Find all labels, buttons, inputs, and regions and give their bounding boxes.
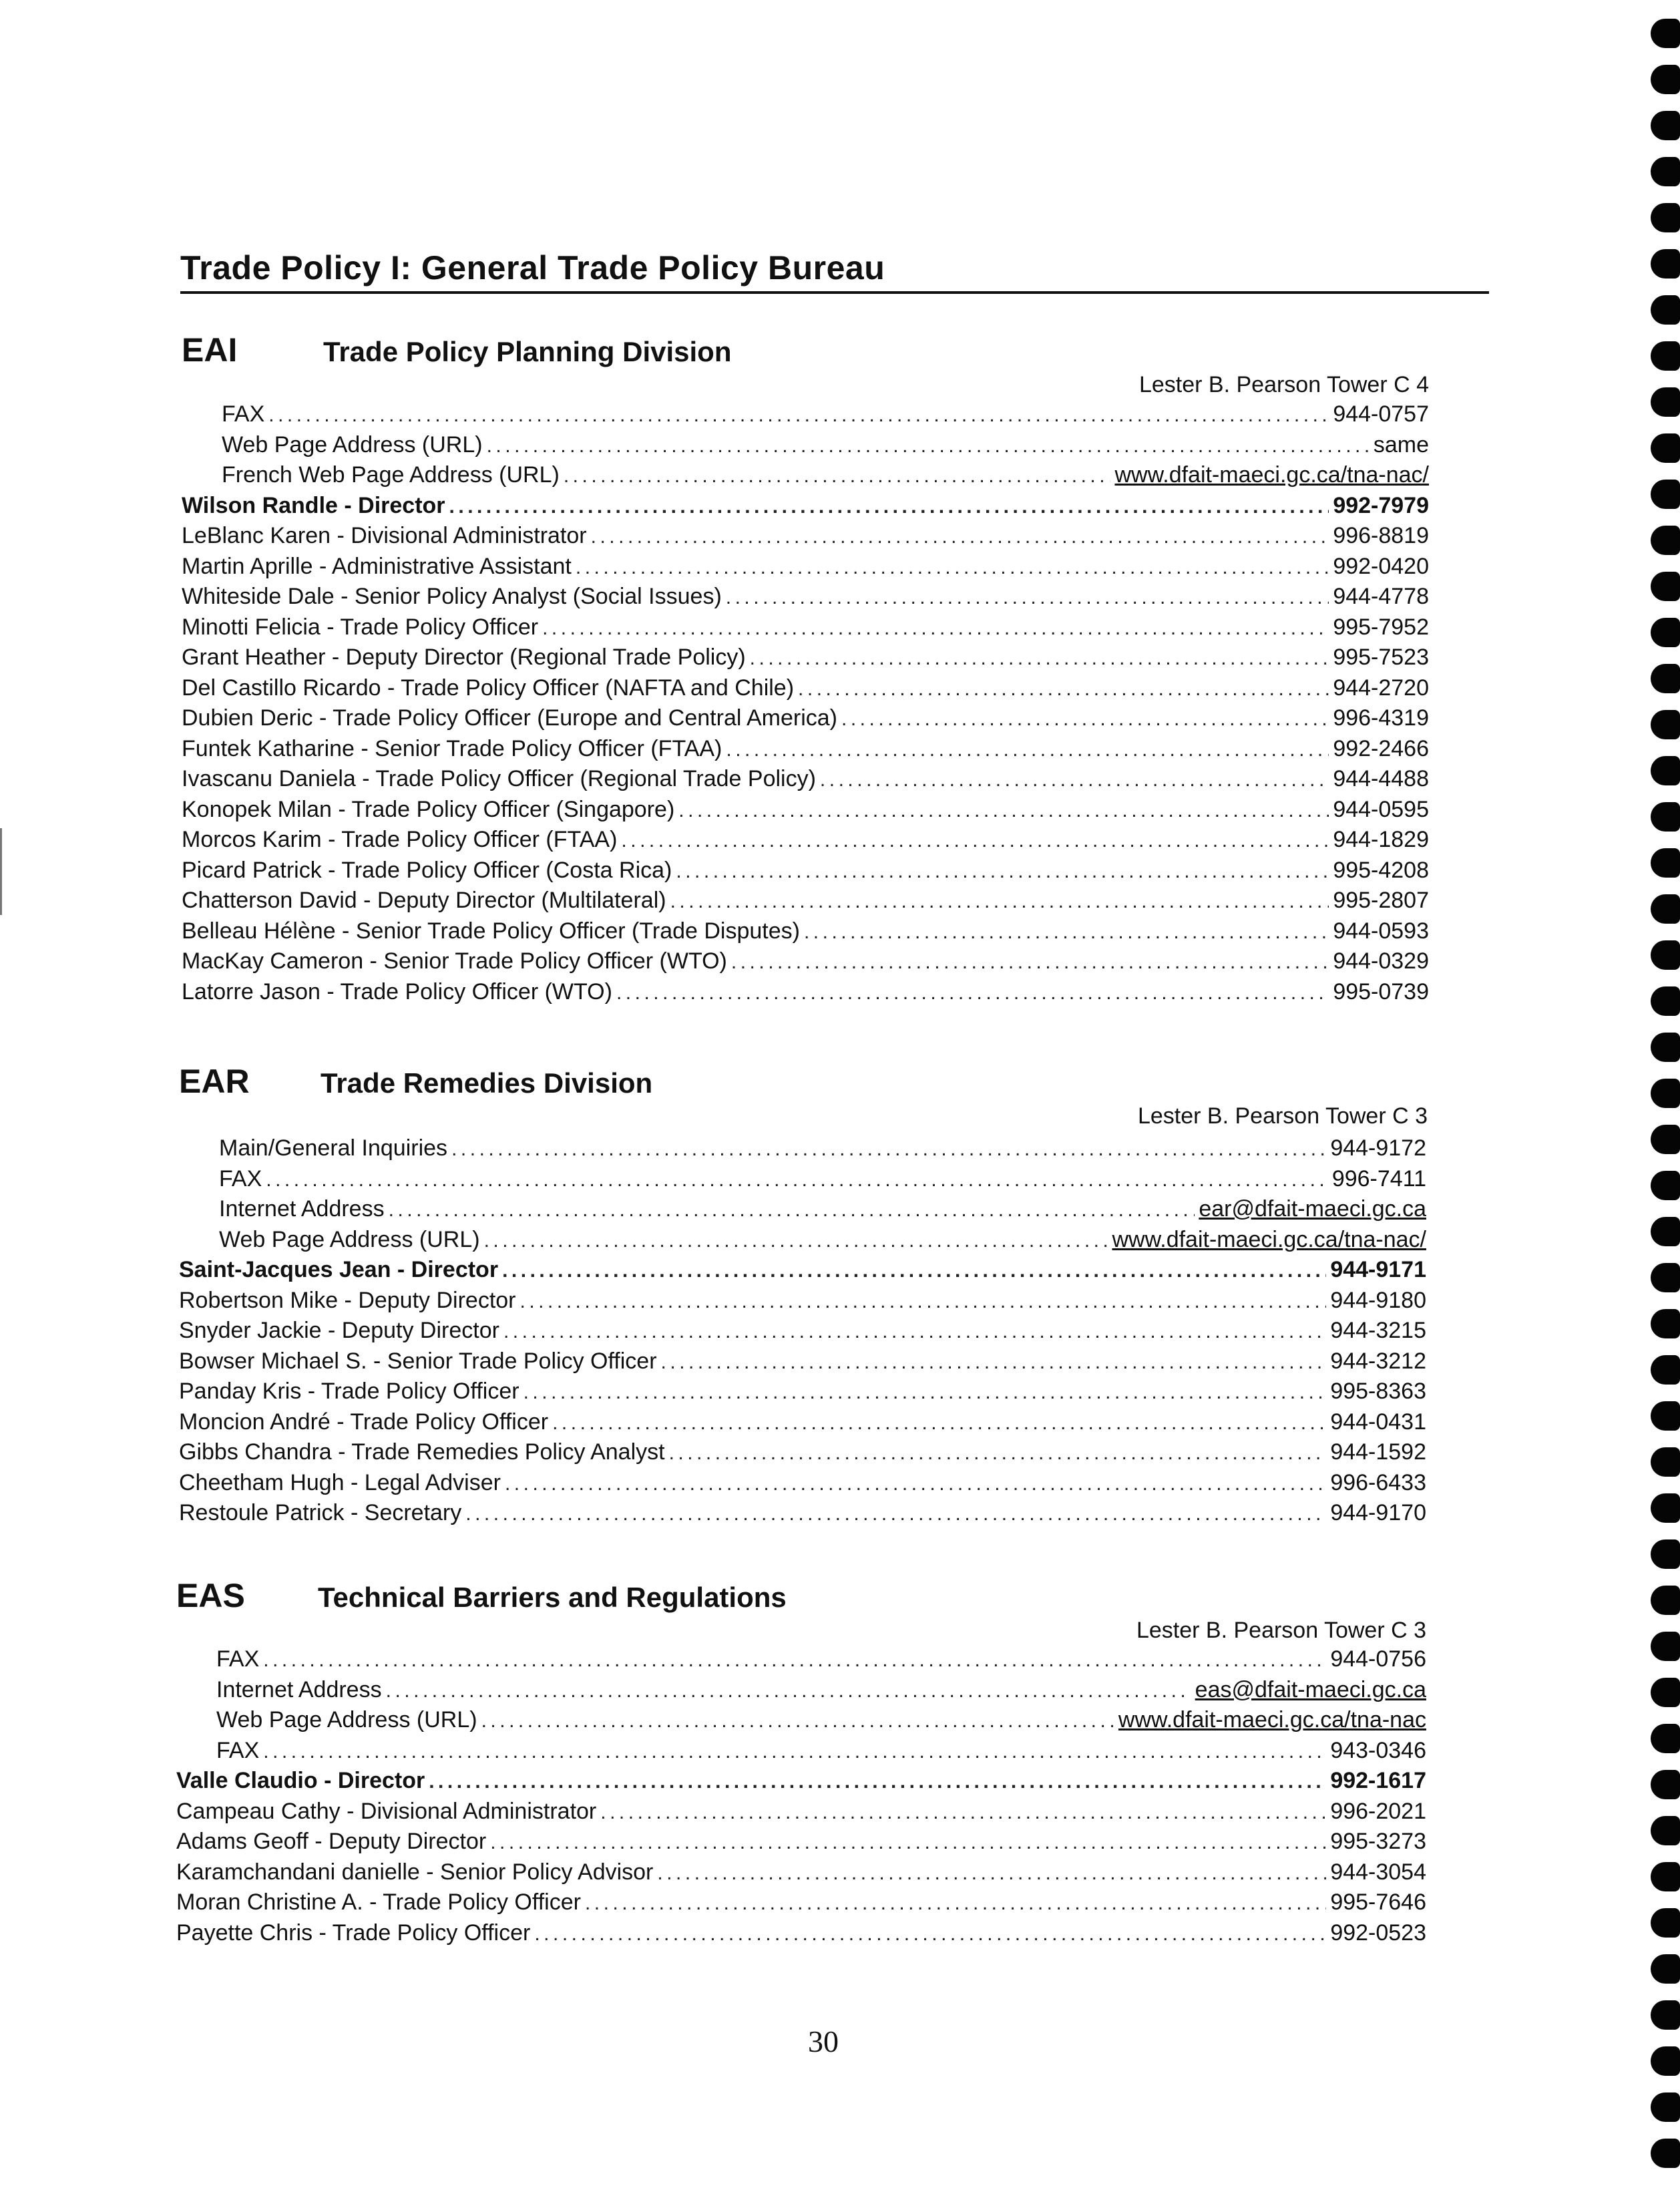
- binder-hole: [1651, 1447, 1680, 1477]
- dot-leader: [616, 978, 1329, 1009]
- section-name: Trade Remedies Division: [321, 1067, 653, 1099]
- dot-leader: [268, 400, 1329, 431]
- entry-phone: 996-7411: [1331, 1165, 1426, 1192]
- binder-hole: [1651, 1079, 1680, 1108]
- directory-entry: [182, 946, 1429, 977]
- page-title: Trade Policy I: General Trade Policy Bureau: [180, 246, 1489, 294]
- entry-phone: 944-0756: [1330, 1646, 1426, 1672]
- entry-phone: 995-7523: [1333, 645, 1429, 670]
- directory-entry: [176, 1766, 1426, 1797]
- dot-leader: [576, 552, 1329, 583]
- directory-entry: [182, 703, 1429, 734]
- entry-name: Whiteside Dale - Senior Policy Analyst (Social Issues): [182, 584, 722, 609]
- binder-hole: [1651, 1401, 1680, 1431]
- entry-phone: 996-2021: [1330, 1798, 1426, 1824]
- entry-phone: 944-4488: [1333, 766, 1429, 791]
- binder-holes: [1649, 19, 1680, 2183]
- section-code: EAS: [176, 1577, 245, 1614]
- entry-list: [179, 1133, 1426, 1529]
- directory-entry: [182, 460, 1429, 491]
- dot-leader: [465, 1499, 1326, 1529]
- entry-phone: 944-9170: [1330, 1500, 1426, 1525]
- entry-phone: 944-1829: [1333, 827, 1429, 852]
- directory-entry: [176, 1736, 1426, 1767]
- entry-link[interactable]: www.dfait-maeci.gc.ca/tna-nac/: [1112, 1226, 1426, 1252]
- entry-name: Valle Claudio - Director: [176, 1768, 425, 1793]
- entry-phone: 944-3054: [1330, 1859, 1426, 1885]
- entry-phone: 944-1592: [1330, 1439, 1426, 1465]
- entry-name: Wilson Randle - Director: [182, 492, 445, 518]
- directory-entry: [182, 552, 1429, 582]
- dot-leader: [841, 704, 1329, 735]
- entry-name: Panday Kris - Trade Policy Officer: [179, 1379, 519, 1404]
- dot-leader: [564, 461, 1111, 492]
- directory-entry: [179, 1133, 1426, 1164]
- entry-name: Martin Aprille - Administrative Assistant: [182, 553, 572, 579]
- entry-name: Bowser Michael S. - Senior Trade Policy Officer: [179, 1348, 657, 1374]
- entry-name: LeBlanc Karen - Divisional Administrator: [182, 523, 587, 548]
- binder-hole: [1651, 433, 1680, 463]
- entry-name: Picard Patrick - Trade Policy Officer (Costa Rica): [182, 857, 672, 883]
- binder-hole: [1651, 1033, 1680, 1062]
- directory-entry: [179, 1225, 1426, 1256]
- dot-leader: [661, 1347, 1327, 1378]
- entry-name: Campeau Cathy - Divisional Administrator: [176, 1798, 597, 1824]
- entry-name: Chatterson David - Deputy Director (Multilateral): [182, 888, 666, 913]
- directory-entry: [176, 1675, 1426, 1706]
- dot-leader: [263, 1737, 1326, 1767]
- entry-phone: 995-8363: [1330, 1379, 1426, 1404]
- section-location: Lester B. Pearson Tower C 4: [1138, 372, 1429, 397]
- binder-hole: [1651, 203, 1680, 232]
- dot-leader: [552, 1408, 1326, 1439]
- entry-phone: 944-4778: [1333, 584, 1429, 609]
- directory-entry: [182, 795, 1429, 826]
- entry-name: Adams Geoff - Deputy Director: [176, 1829, 487, 1854]
- binder-hole: [1651, 526, 1680, 555]
- binder-hole: [1651, 572, 1680, 601]
- entry-phone: 995-4208: [1333, 857, 1429, 883]
- entry-name: Moran Christine A. - Trade Policy Officer: [176, 1889, 581, 1915]
- entry-phone: 995-7646: [1330, 1889, 1426, 1915]
- binder-hole: [1651, 986, 1680, 1016]
- entry-phone: 992-7979: [1333, 492, 1429, 518]
- binder-hole: [1651, 756, 1680, 785]
- binder-hole: [1651, 1539, 1680, 1569]
- binder-hole: [1651, 1678, 1680, 1707]
- entry-name: Web Page Address (URL): [219, 1226, 480, 1252]
- directory-entry: [179, 1316, 1426, 1346]
- dot-leader: [484, 1226, 1108, 1256]
- entry-phone: 944-0593: [1333, 918, 1429, 944]
- dot-leader: [451, 1134, 1326, 1165]
- entry-phone: 992-0523: [1330, 1920, 1426, 1946]
- scan-edge-mark: [0, 828, 2, 915]
- directory-entry: [182, 491, 1429, 522]
- entry-name: Saint-Jacques Jean - Director: [179, 1257, 499, 1282]
- dot-leader: [481, 1706, 1114, 1737]
- binder-hole: [1651, 480, 1680, 509]
- binder-hole: [1651, 1125, 1680, 1154]
- entry-name: Karamchandani danielle - Senior Policy Advisor: [176, 1859, 654, 1885]
- entry-phone: 992-2466: [1333, 735, 1429, 761]
- section-code: EAR: [179, 1063, 250, 1100]
- entry-phone: 996-8819: [1333, 523, 1429, 548]
- directory-entry: [179, 1286, 1426, 1316]
- directory-entry: [182, 521, 1429, 552]
- binder-hole: [1651, 1217, 1680, 1246]
- entry-phone: 943-0346: [1330, 1737, 1426, 1763]
- entry-name: Morcos Karim - Trade Policy Officer (FTAA): [182, 827, 618, 852]
- dot-leader: [669, 1438, 1327, 1469]
- dot-leader: [503, 1316, 1326, 1347]
- entry-phone: 944-9171: [1330, 1257, 1426, 1282]
- binder-hole: [1651, 1770, 1680, 1799]
- section-location: Lester B. Pearson Tower C 3: [1137, 1103, 1428, 1129]
- directory-entry: [176, 1857, 1426, 1888]
- section-name: Trade Policy Planning Division: [323, 336, 732, 367]
- binder-hole: [1651, 1586, 1680, 1615]
- dot-leader: [804, 917, 1329, 948]
- entry-phone: 944-9172: [1330, 1135, 1426, 1161]
- binder-hole: [1651, 2000, 1680, 2030]
- entry-phone: 992-0420: [1333, 553, 1429, 579]
- directory-entry: [182, 582, 1429, 612]
- entry-phone: 996-6433: [1330, 1469, 1426, 1495]
- binder-hole: [1651, 1908, 1680, 1938]
- binder-hole: [1651, 157, 1680, 186]
- section-location: Lester B. Pearson Tower C 3: [1136, 1618, 1426, 1643]
- binder-hole: [1651, 1355, 1680, 1385]
- binder-hole: [1651, 1816, 1680, 1845]
- binder-hole: [1651, 295, 1680, 325]
- entry-link[interactable]: www.dfait-maeci.gc.ca/tna-nac: [1118, 1707, 1426, 1732]
- entry-name: Internet Address: [216, 1676, 382, 1702]
- entry-phone: 995-0739: [1333, 978, 1429, 1005]
- dot-leader: [534, 1919, 1326, 1950]
- directory-entry: [182, 399, 1429, 430]
- entry-name: MacKay Cameron - Senior Trade Policy Officer (WTO): [182, 948, 727, 974]
- directory-entry: [182, 612, 1429, 643]
- entry-name: Konopek Milan - Trade Policy Officer (Singapore): [182, 796, 675, 822]
- entry-name: FAX: [222, 401, 265, 427]
- entry-name: Restoule Patrick - Secretary: [179, 1500, 462, 1525]
- directory-entry: [182, 673, 1429, 704]
- entry-name: FAX: [216, 1737, 260, 1763]
- entry-name: Payette Chris - Trade Policy Officer: [176, 1920, 531, 1946]
- directory-entry: [176, 1918, 1426, 1949]
- entry-phone: 995-2807: [1333, 888, 1429, 913]
- dot-leader: [670, 886, 1329, 917]
- dot-leader: [502, 1256, 1326, 1286]
- entry-name: Del Castillo Ricardo - Trade Policy Officer (NAFTA and Chile): [182, 675, 795, 701]
- binder-hole: [1651, 1632, 1680, 1661]
- entry-phone: 995-7952: [1333, 614, 1429, 640]
- dot-leader: [449, 492, 1329, 522]
- entry-phone: 996-4319: [1333, 705, 1429, 731]
- binder-hole: [1651, 940, 1680, 970]
- binder-hole: [1651, 249, 1680, 279]
- directory-entry: [182, 916, 1429, 947]
- entry-name: Minotti Felicia - Trade Policy Officer: [182, 614, 539, 640]
- directory-entry: [176, 1644, 1426, 1675]
- directory-entry: [176, 1797, 1426, 1827]
- entry-name: French Web Page Address (URL): [222, 462, 560, 488]
- binder-hole: [1651, 1724, 1680, 1753]
- page-number: 30: [808, 2024, 839, 2058]
- entry-link[interactable]: eas@dfait-maeci.gc.ca: [1195, 1676, 1426, 1702]
- dot-leader: [490, 1827, 1326, 1858]
- entry-phone: 992-1617: [1330, 1768, 1426, 1793]
- dot-leader: [731, 947, 1329, 978]
- entry-name: Dubien Deric - Trade Policy Officer (Europe and Central America): [182, 705, 837, 731]
- entry-phone: 944-0595: [1333, 796, 1429, 822]
- entry-list: [176, 1644, 1426, 1948]
- entry-link[interactable]: ear@dfait-maeci.gc.ca: [1199, 1196, 1426, 1222]
- binder-hole: [1651, 341, 1680, 371]
- dot-leader: [520, 1286, 1327, 1317]
- dot-leader: [678, 795, 1329, 826]
- entry-name: Belleau Hélène - Senior Trade Policy Officer (Trade Disputes): [182, 918, 800, 944]
- binder-hole: [1651, 802, 1680, 832]
- directory-entry: [179, 1164, 1426, 1195]
- directory-entry: [179, 1468, 1426, 1499]
- directory-entry: [182, 734, 1429, 765]
- dot-leader: [585, 1888, 1326, 1919]
- dot-leader: [726, 735, 1329, 765]
- binder-hole: [1651, 894, 1680, 924]
- binder-hole: [1651, 65, 1680, 94]
- entry-phone: 944-0757: [1333, 401, 1429, 427]
- section-code: EAI: [182, 331, 238, 369]
- entry-phone: same: [1373, 431, 1429, 458]
- entry-name: Ivascanu Daniela - Trade Policy Officer (Regional Trade Policy): [182, 766, 816, 791]
- directory-entry: [182, 643, 1429, 673]
- entry-name: Snyder Jackie - Deputy Director: [179, 1318, 499, 1343]
- dot-leader: [600, 1797, 1326, 1828]
- dot-leader: [429, 1767, 1326, 1797]
- entry-name: Main/General Inquiries: [219, 1135, 448, 1161]
- dot-leader: [820, 765, 1329, 795]
- directory-entry: [182, 886, 1429, 916]
- directory-entry: [182, 856, 1429, 886]
- entry-phone: 944-0329: [1333, 948, 1429, 974]
- dot-leader: [263, 1645, 1326, 1676]
- directory-entry: [182, 764, 1429, 795]
- entry-phone: 944-3215: [1330, 1318, 1426, 1343]
- directory-entry: [179, 1407, 1426, 1438]
- binder-hole: [1651, 1954, 1680, 1984]
- directory-entry: [182, 977, 1429, 1008]
- binder-hole: [1651, 387, 1680, 417]
- dot-leader: [726, 582, 1329, 613]
- section-name: Technical Barriers and Regulations: [318, 1582, 787, 1613]
- dot-leader: [487, 431, 1370, 462]
- entry-name: Grant Heather - Deputy Director (Regional Trade Policy): [182, 645, 746, 670]
- dot-leader: [676, 856, 1329, 887]
- directory-entry: [176, 1887, 1426, 1918]
- entry-name: Internet Address: [219, 1196, 385, 1222]
- dot-leader: [386, 1676, 1191, 1706]
- dot-leader: [657, 1858, 1326, 1889]
- entry-name: Cheetham Hugh - Legal Adviser: [179, 1469, 501, 1495]
- entry-list: [182, 399, 1429, 1007]
- binder-hole: [1651, 1493, 1680, 1523]
- dot-leader: [750, 643, 1329, 674]
- entry-phone: 944-0431: [1330, 1409, 1426, 1435]
- directory-entry: [179, 1437, 1426, 1468]
- directory-entry: [179, 1346, 1426, 1377]
- binder-hole: [1651, 1862, 1680, 1891]
- entry-phone: 944-2720: [1333, 675, 1429, 701]
- directory-entry: [182, 430, 1429, 461]
- dot-leader: [798, 674, 1329, 705]
- binder-hole: [1651, 710, 1680, 739]
- dot-leader: [505, 1469, 1326, 1499]
- entry-name: FAX: [219, 1165, 262, 1192]
- directory-entry: [176, 1827, 1426, 1857]
- binder-hole: [1651, 1263, 1680, 1292]
- dot-leader: [523, 1377, 1327, 1408]
- binder-hole: [1651, 848, 1680, 878]
- binder-hole: [1651, 2046, 1680, 2076]
- binder-hole: [1651, 111, 1680, 140]
- dot-leader: [389, 1195, 1195, 1226]
- entry-link[interactable]: www.dfait-maeci.gc.ca/tna-nac/: [1114, 462, 1429, 488]
- directory-entry: [179, 1498, 1426, 1529]
- entry-name: Web Page Address (URL): [216, 1707, 477, 1732]
- dot-leader: [591, 522, 1329, 552]
- binder-hole: [1651, 2139, 1680, 2168]
- dot-leader: [542, 613, 1329, 644]
- dot-leader: [621, 826, 1329, 856]
- entry-name: Moncion André - Trade Policy Officer: [179, 1409, 549, 1435]
- entry-name: Web Page Address (URL): [222, 431, 483, 458]
- binder-hole: [1651, 19, 1680, 48]
- directory-entry: [179, 1194, 1426, 1225]
- entry-name: Gibbs Chandra - Trade Remedies Policy Analyst: [179, 1439, 665, 1465]
- binder-hole: [1651, 1171, 1680, 1200]
- entry-phone: 995-3273: [1330, 1829, 1426, 1854]
- binder-hole: [1651, 618, 1680, 647]
- binder-hole: [1651, 664, 1680, 693]
- binder-hole: [1651, 2092, 1680, 2122]
- entry-phone: 944-3212: [1330, 1348, 1426, 1374]
- entry-name: Latorre Jason - Trade Policy Officer (WTO): [182, 978, 612, 1005]
- directory-entry: [179, 1377, 1426, 1407]
- entry-name: Robertson Mike - Deputy Director: [179, 1287, 516, 1313]
- binder-hole: [1651, 1309, 1680, 1338]
- directory-entry: [176, 1705, 1426, 1736]
- dot-leader: [266, 1165, 1328, 1196]
- directory-entry: [179, 1255, 1426, 1286]
- entry-name: Funtek Katharine - Senior Trade Policy Officer (FTAA): [182, 735, 722, 761]
- entry-name: FAX: [216, 1646, 260, 1672]
- entry-phone: 944-9180: [1330, 1287, 1426, 1313]
- directory-entry: [182, 825, 1429, 856]
